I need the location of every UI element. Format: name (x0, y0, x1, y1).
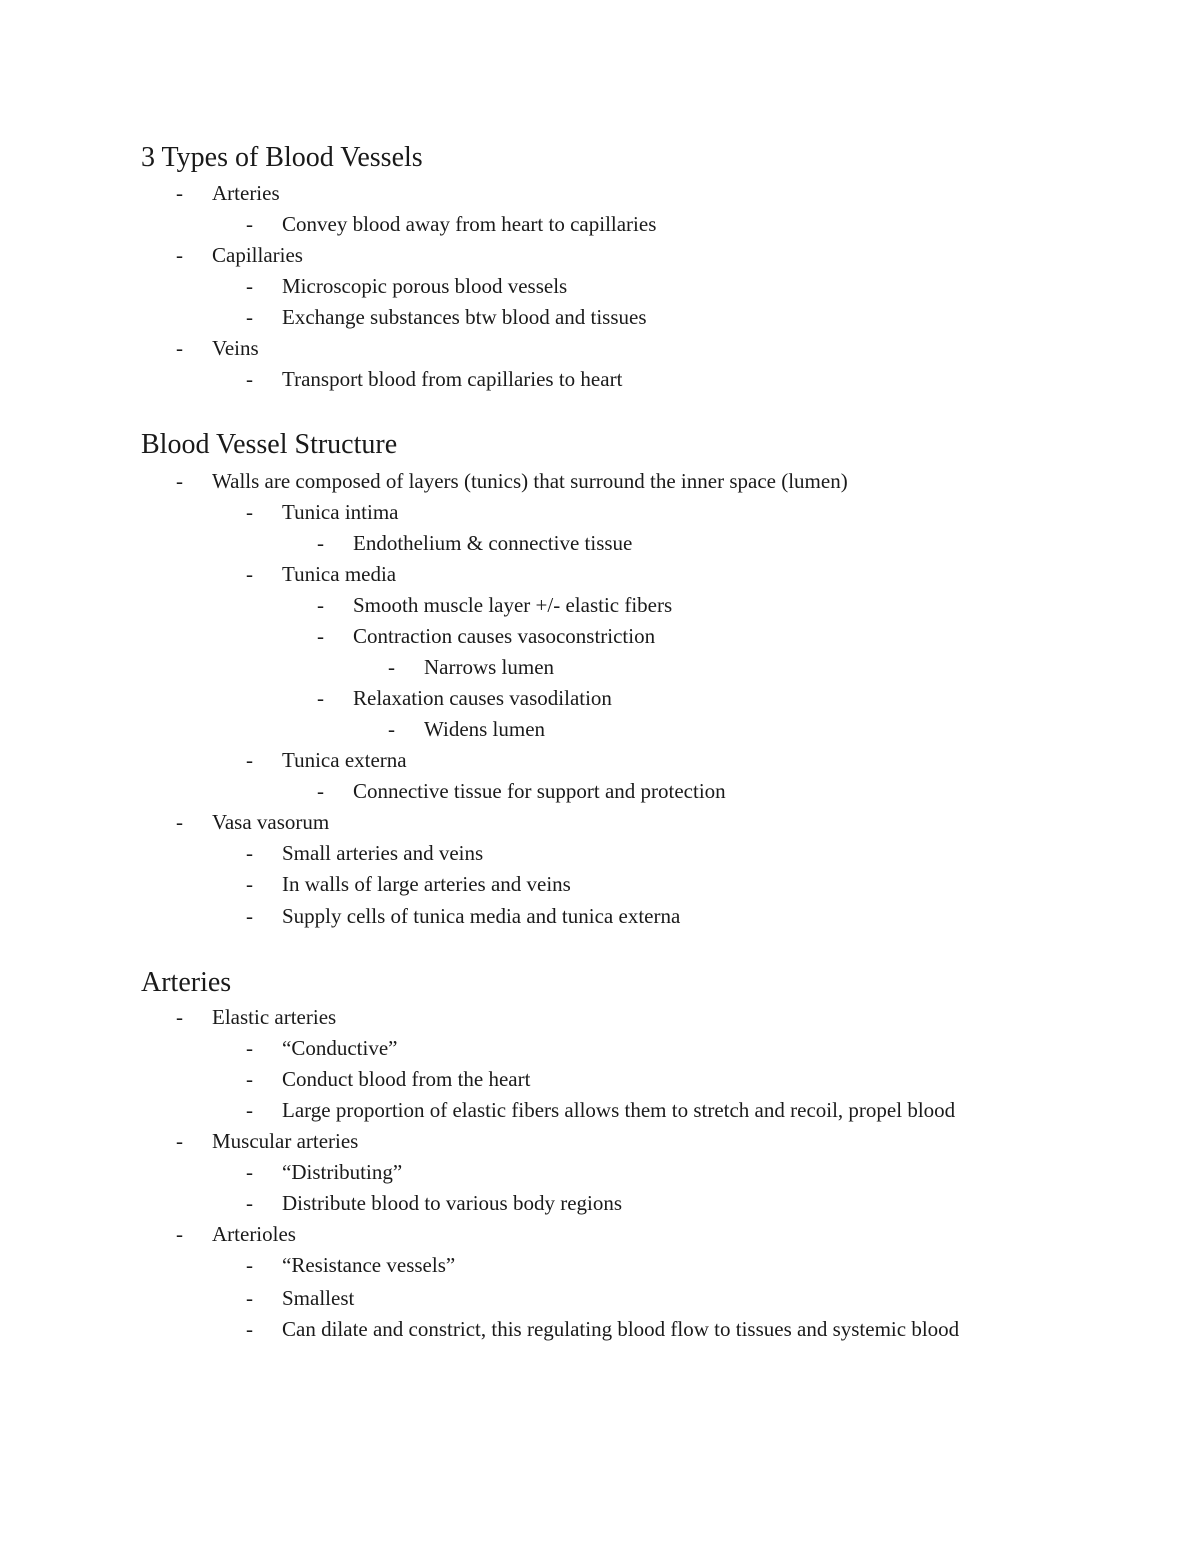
section-heading: Blood Vessel Structure (141, 429, 398, 460)
section-heading: 3 Types of Blood Vessels (141, 142, 423, 173)
document-page: 3 Types of Blood Vessels - Arteries - Convey blood away from heart to capillaries - Capillaries - Microscopic porous blood vessels - Exchange substances btw blood and tissues - Veins - Transport blood from capillaries to heart Blood Vessel Structure - Walls are composed of layers (tunics) that surround the inner space (lumen) - Tunica intima - Endothelium & connective tissue - Tunica media - Smooth muscle layer +/- elastic fibers - Contraction causes vasoconstriction - Narrows lumen - Relaxation causes vasodilation - Widens lumen - Tunica externa - Connective tissue for support and protection - Vasa vasorum - Small arteries and veins - In walls of large arteries and veins - Supply cells of tunica media and tunica externa Arteries - Elastic arteries - “Conductive” - Conduct blood from the heart - Large proportion of elastic fibers allows them to stretch and recoil, propel blood - Muscular arteries - “Distributing” - Distribute blood to various body regions - Arterioles - “Resistance vessels” - Smallest - Can dilate and constrict, this regulating blood flow to tissues and systemic blood (141, 142, 960, 1341)
section-heading: Arteries (141, 967, 232, 998)
